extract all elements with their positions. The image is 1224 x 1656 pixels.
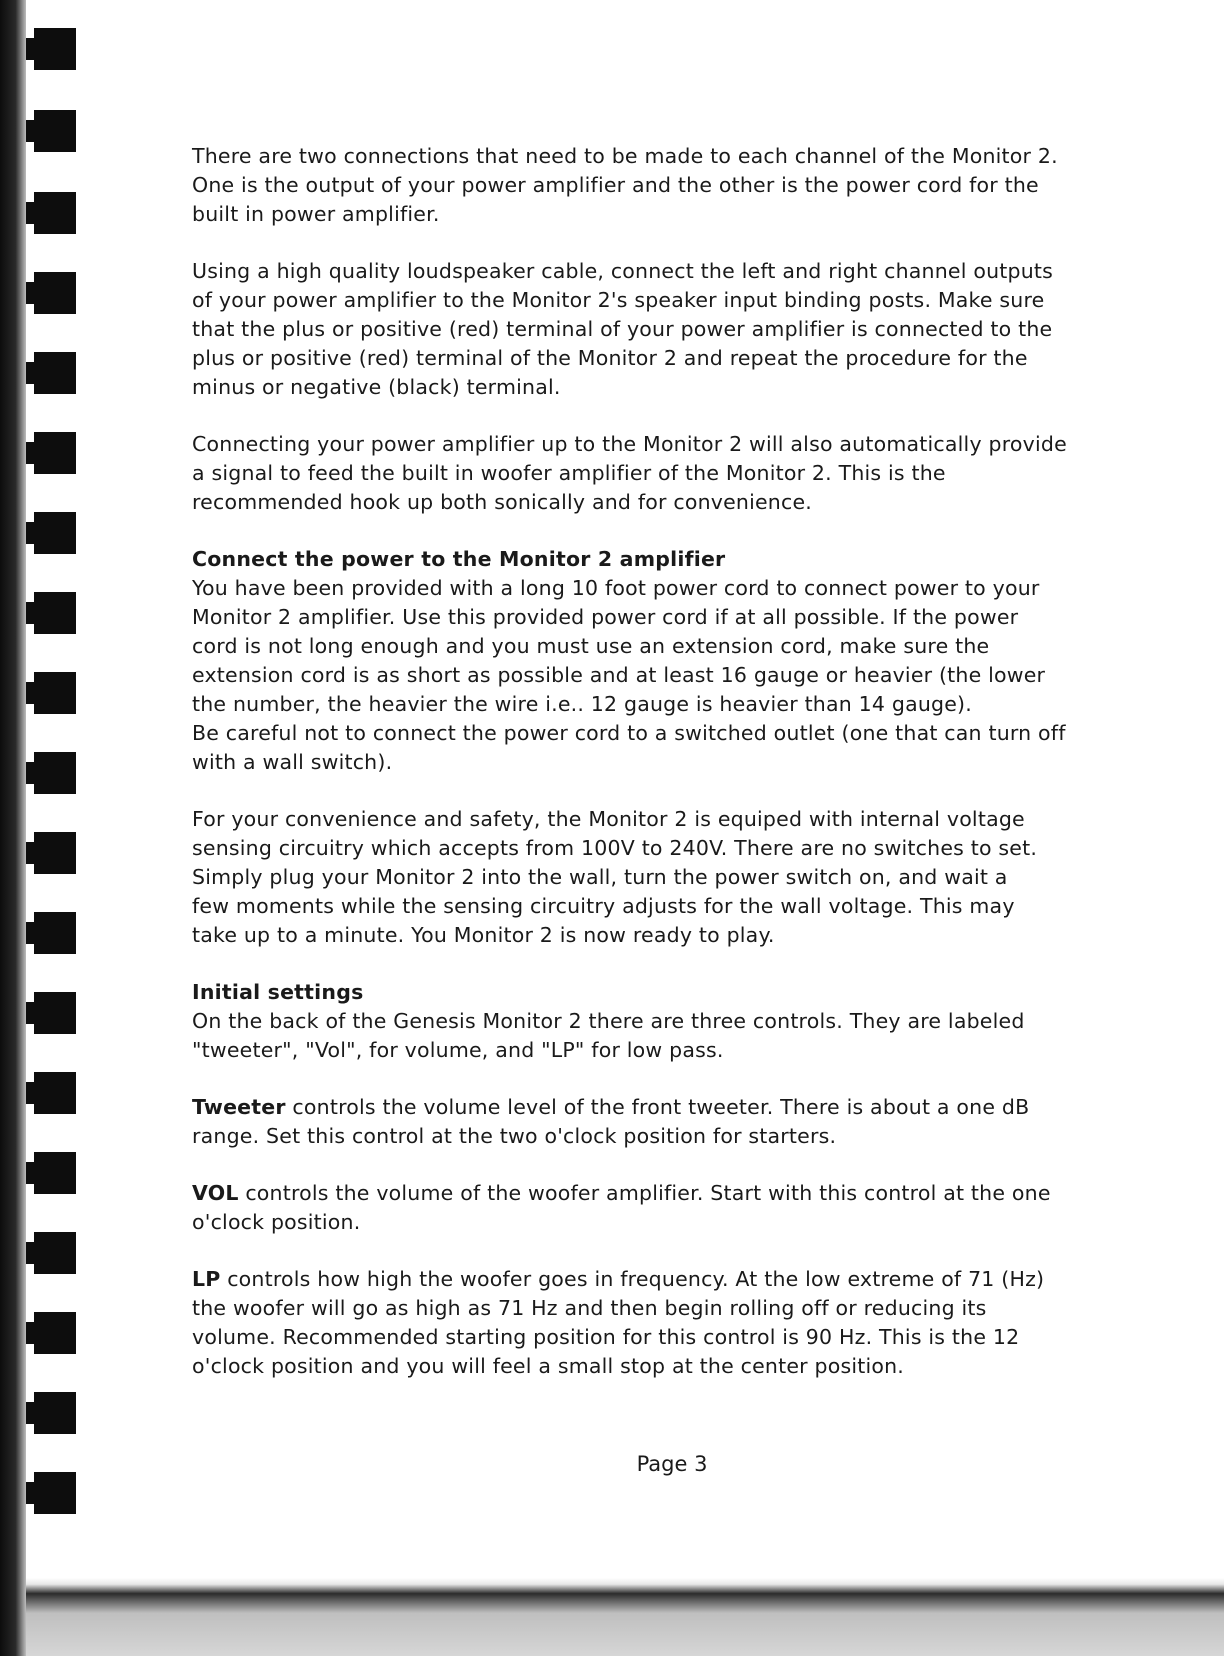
paragraph-speaker-cable (192, 257, 1164, 402)
text-line: On the back of the Genesis Monitor 2 there are three controls. They are labeled (192, 1009, 1025, 1033)
paragraph-vol (192, 1179, 1164, 1237)
binding-hole (34, 1312, 76, 1354)
text-line: of your power amplifier to the Monitor 2's speaker input binding posts. Make sure (192, 288, 1045, 312)
text-line: o'clock position and you will feel a small stop at the center position. (192, 1354, 905, 1378)
binding-hole (34, 192, 76, 234)
binding-hole (34, 1072, 76, 1114)
text-line: plus or positive (red) terminal of the Monitor 2 and repeat the procedure for the (192, 346, 1028, 370)
text-line: minus or negative (black) terminal. (192, 375, 561, 399)
text-line: Monitor 2 amplifier. Use this provided power cord if at all possible. If the power (192, 605, 1019, 629)
binding-hole (34, 672, 76, 714)
term-vol: VOL (192, 1181, 239, 1205)
binding-hole (34, 432, 76, 474)
paragraph-hookup (192, 430, 1164, 517)
binding-hole (34, 1152, 76, 1194)
binding-hole (34, 1392, 76, 1434)
text-line: that the plus or positive (red) terminal of your power amplifier is connected to the (192, 317, 1053, 341)
document-body (192, 142, 1164, 1409)
text-line: volume. Recommended starting position for this control is 90 Hz. This is the 12 (192, 1325, 1020, 1349)
section-initial-settings (192, 978, 1164, 1065)
text-line: Using a high quality loudspeaker cable, connect the left and right channel outputs (192, 259, 1054, 283)
text-line: Be careful not to connect the power cord to a switched outlet (one that can turn off (192, 721, 1066, 745)
text-line: built in power amplifier. (192, 202, 440, 226)
binding-hole (34, 912, 76, 954)
binding-hole (34, 512, 76, 554)
text-run: controls the volume level of the front tweeter. There is about a one dB (285, 1095, 1030, 1119)
section-heading-initial: Initial settings (192, 980, 364, 1004)
binding-hole (34, 592, 76, 634)
text-line (192, 1265, 1164, 1294)
text-line: a signal to feed the built in woofer amplifier of the Monitor 2. This is the (192, 461, 946, 485)
text-line: range. Set this control at the two o'clock position for starters. (192, 1124, 837, 1148)
text-line: Simply plug your Monitor 2 into the wall, turn the power switch on, and wait a (192, 865, 1008, 889)
text-line: "tweeter", "Vol", for volume, and "LP" for low pass. (192, 1038, 724, 1062)
binding-holes (26, 0, 86, 1656)
binding-hole (34, 28, 76, 70)
text-line: sensing circuitry which accepts from 100V to 240V. There are no switches to set. (192, 836, 1038, 860)
section-power (192, 545, 1164, 777)
term-lp: LP (192, 1267, 221, 1291)
text-line: the number, the heavier the wire i.e.. 12 gauge is heavier than 14 gauge). (192, 692, 972, 716)
binding-hole (34, 272, 76, 314)
binding-hole (34, 992, 76, 1034)
text-line: cord is not long enough and you must use an extension cord, make sure the (192, 634, 990, 658)
section-heading-power: Connect the power to the Monitor 2 amplifier (192, 547, 726, 571)
text-line: One is the output of your power amplifier and the other is the power cord for the (192, 173, 1039, 197)
paragraph-tweeter (192, 1093, 1164, 1151)
paragraph-lp (192, 1265, 1164, 1381)
text-line: few moments while the sensing circuitry adjusts for the wall voltage. This may (192, 894, 1015, 918)
binding-hole (34, 1232, 76, 1274)
text-line: recommended hook up both sonically and for convenience. (192, 490, 813, 514)
paragraph-voltage (192, 805, 1164, 950)
binding-hole (34, 352, 76, 394)
binding-hole (34, 1472, 76, 1514)
text-line: the woofer will go as high as 71 Hz and then begin rolling off or reducing its (192, 1296, 987, 1320)
page-bottom-edge (26, 1578, 1224, 1656)
text-line: Connecting your power amplifier up to the Monitor 2 will also automatically provide (192, 432, 1067, 456)
text-run: controls the volume of the woofer amplifier. Start with this control at the one (238, 1181, 1051, 1205)
text-line: There are two connections that need to be made to each channel of the Monitor 2. (192, 144, 1058, 168)
binding-hole (34, 832, 76, 874)
text-line: extension cord is as short as possible and at least 16 gauge or heavier (the lower (192, 663, 1046, 687)
text-run: controls how high the woofer goes in frequency. At the low extreme of 71 (Hz) (220, 1267, 1045, 1291)
term-tweeter: Tweeter (192, 1095, 286, 1119)
binding-hole (34, 752, 76, 794)
binding-hole (34, 110, 76, 152)
text-line: o'clock position. (192, 1210, 361, 1234)
text-line: You have been provided with a long 10 foot power cord to connect power to your (192, 576, 1040, 600)
text-line (192, 1179, 1164, 1208)
binding-edge (0, 0, 26, 1656)
text-line: take up to a minute. You Monitor 2 is now ready to play. (192, 923, 775, 947)
text-line (192, 1093, 1164, 1122)
page-number: Page 3 (636, 1452, 708, 1476)
text-line: with a wall switch). (192, 750, 393, 774)
text-line: For your convenience and safety, the Monitor 2 is equiped with internal voltage (192, 807, 1025, 831)
paragraph-connections (192, 142, 1164, 229)
